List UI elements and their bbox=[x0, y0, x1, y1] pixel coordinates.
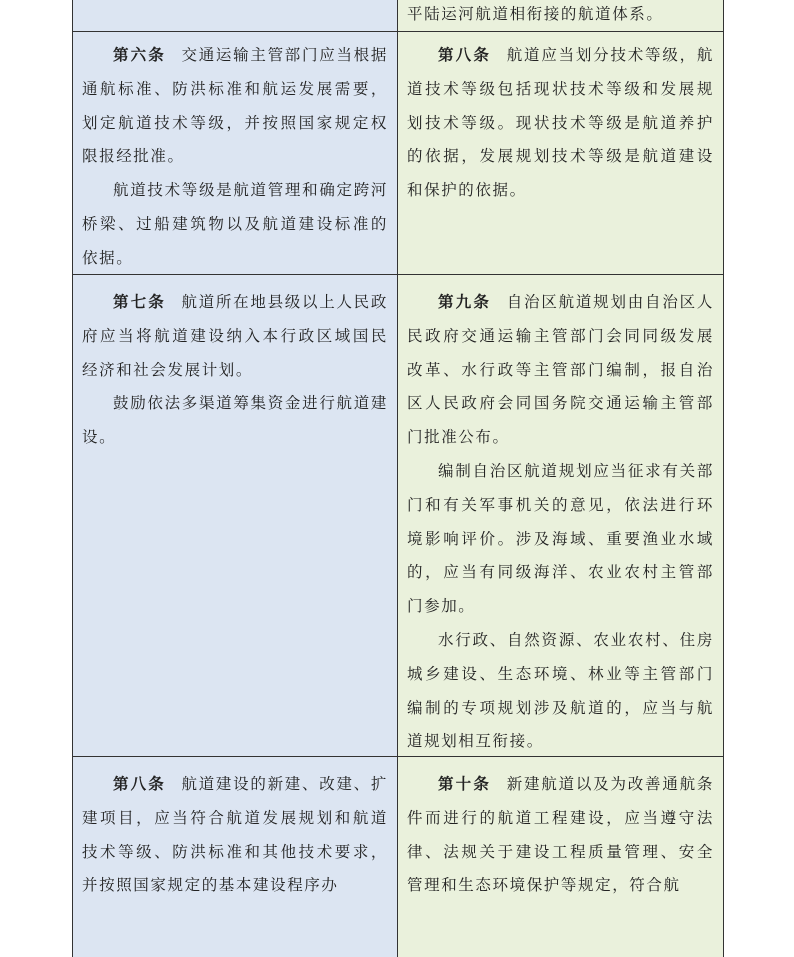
right-cell bbox=[398, 275, 723, 756]
article-number: 第八条 bbox=[438, 45, 492, 64]
right-cell bbox=[398, 0, 723, 31]
paragraph bbox=[82, 767, 388, 903]
paragraph bbox=[407, 455, 714, 624]
article-number: 第九条 bbox=[438, 292, 492, 311]
right-cell bbox=[398, 757, 723, 957]
paragraph-text: 航道应当划分技术等级，航道技术等级包括现状技术等级和发展规划技术等级。现状技术等级是航道养护的依据，发展规划技术等级是航道建设和保护的依据。 bbox=[407, 46, 714, 200]
paragraph-text: 交通运输主管部门应当根据通航标准、防洪标准和航运发展需要，划定航道技术等级，并按照国家规定权限报经批准。 bbox=[82, 46, 388, 166]
left-cell bbox=[73, 32, 398, 274]
comparison-table bbox=[72, 0, 724, 957]
left-cell bbox=[73, 275, 398, 756]
paragraph bbox=[407, 285, 714, 455]
left-cell bbox=[73, 757, 398, 957]
right-cell bbox=[398, 32, 723, 274]
paragraph bbox=[82, 387, 388, 455]
article-number: 第十条 bbox=[438, 774, 492, 793]
paragraph bbox=[407, 624, 714, 759]
paragraph-text: 平陆运河航道相衔接的航道体系。 bbox=[407, 5, 664, 23]
paragraph-text: 航道建设的新建、改建、扩建项目，应当符合航道发展规划和航道技术等级、防洪标准和其他技术要求，并按照国家规定的基本建设程序办 bbox=[82, 775, 388, 895]
article-number: 第六条 bbox=[113, 45, 166, 64]
left-cell bbox=[73, 0, 398, 31]
table-row bbox=[73, 275, 723, 757]
paragraph-text: 水行政、自然资源、农业农村、住房城乡建设、生态环境、林业等主管部门编制的专项规划涉及航道的，应当与航道规划相互衔接。 bbox=[407, 630, 714, 751]
paragraph bbox=[407, 38, 714, 208]
table-row bbox=[73, 32, 723, 275]
paragraph bbox=[407, 0, 714, 32]
paragraph bbox=[82, 285, 388, 387]
paragraph bbox=[82, 174, 388, 275]
paragraph-text: 自治区航道规划由自治区人民政府交通运输主管部门会同同级发展改革、水行政等主管部门编制，报自治区人民政府会同国务院交通运输主管部门批准公布。 bbox=[407, 293, 714, 447]
table-row bbox=[73, 757, 723, 957]
paragraph-text: 鼓励依法多渠道筹集资金进行航道建设。 bbox=[82, 394, 388, 447]
paragraph-text: 新建航道以及为改善通航条件而进行的航道工程建设，应当遵守法律、法规关于建设工程质量管理、安全管理和生态环境保护等规定，符合航 bbox=[407, 775, 714, 895]
article-number: 第八条 bbox=[113, 774, 166, 793]
paragraph bbox=[407, 767, 714, 903]
article-number: 第七条 bbox=[113, 292, 166, 311]
paragraph-text: 编制自治区航道规划应当征求有关部门和有关军事机关的意见，依法进行环境影响评价。涉及海域、重要渔业水域的，应当有同级海洋、农业农村主管部门参加。 bbox=[407, 461, 714, 616]
paragraph-text: 航道所在地县级以上人民政府应当将航道建设纳入本行政区域国民经济和社会发展计划。 bbox=[82, 293, 388, 379]
table-row bbox=[73, 0, 723, 32]
paragraph-text: 航道技术等级是航道管理和确定跨河桥梁、过船建筑物以及航道建设标准的依据。 bbox=[82, 181, 388, 267]
paragraph bbox=[82, 38, 388, 174]
